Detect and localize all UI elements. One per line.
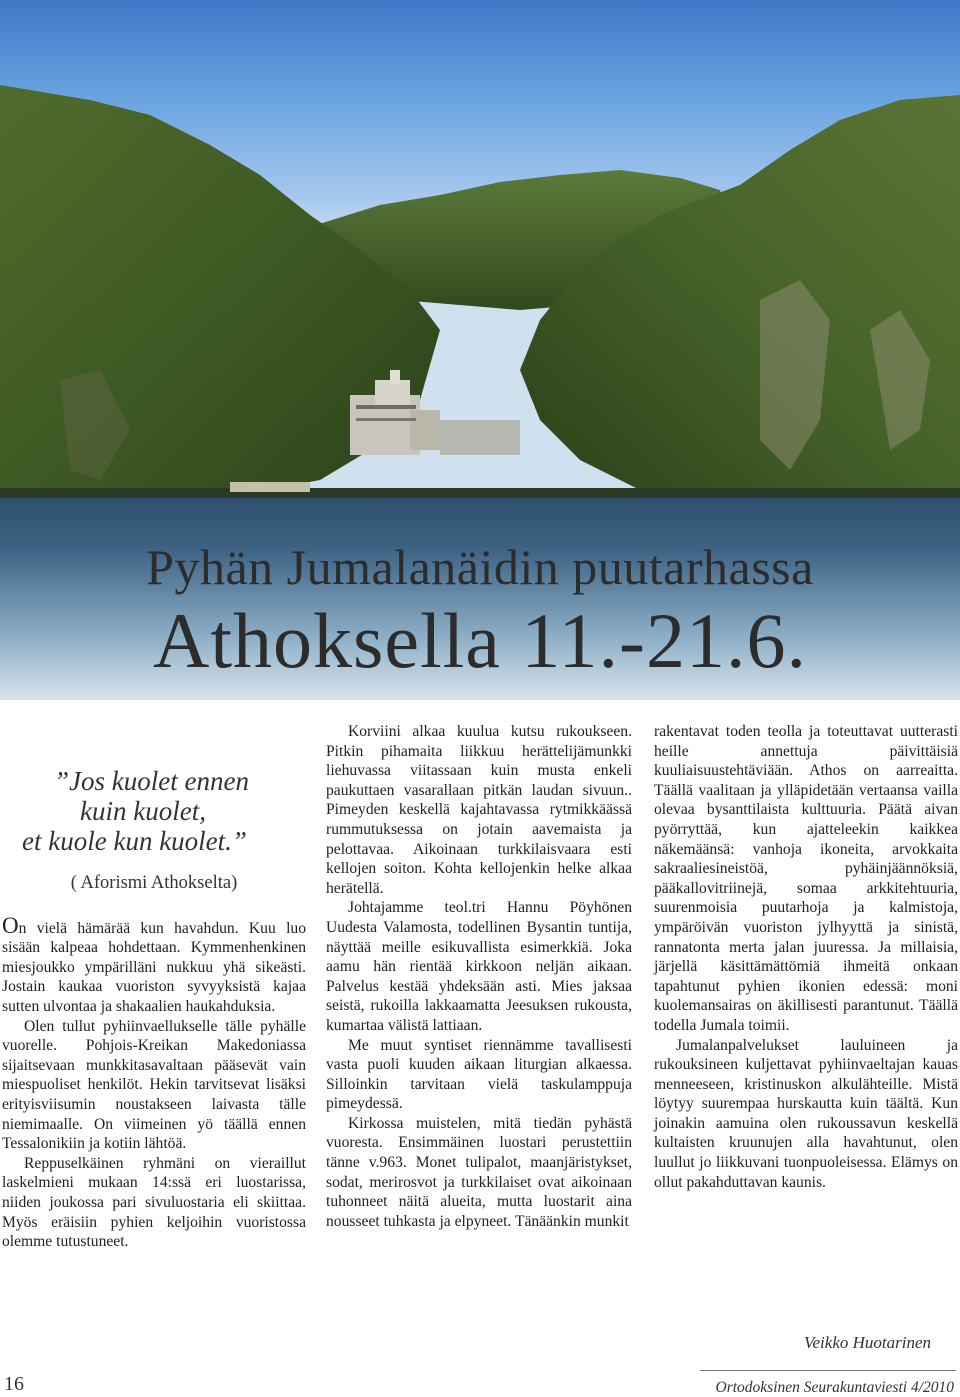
- column-2: [326, 722, 632, 1231]
- quote-line: kuin kuolet,: [80, 796, 206, 826]
- column-1: [2, 722, 306, 1252]
- paragraph: Olen tullut pyhiinvaellukselle tälle pyhälle vuorelle. Pohjois-Kreikan Makedoniassa sijaitsevaan munkkitasavaltaan pääsevät vain miespuoliset henkilöt. Hekin tarvitsevat lisäksi erityisviisumin noustakseen laivasta tälle niemimaalle. On viimeinen yö täällä ennen Tessalonikiin ja kotiin lähtöä.: [2, 1017, 306, 1153]
- footer-divider: [700, 1370, 956, 1371]
- monastery: [350, 370, 520, 455]
- title-line-1: Pyhän Jumalanäidin puutarhassa: [146, 539, 814, 595]
- quote-source: ( Aforismi Athokselta): [70, 873, 238, 893]
- title-line-2: Athoksella 11.-21.6.: [152, 597, 808, 684]
- page-number: 16: [4, 1373, 24, 1395]
- beach: [230, 482, 310, 492]
- quote-line: et kuole kun kuolet.”: [22, 826, 247, 856]
- paragraph: [2, 912, 306, 1017]
- aphorism-quote: [2, 766, 306, 856]
- drop-cap: O: [2, 912, 19, 938]
- quote-line: ”Jos kuolet ennen: [54, 766, 249, 796]
- paragraph: rakentavat toden teolla ja toteuttavat uutterasti heille annettuja päivittäisiä kuuliaisuustehtäviään. Athos on aarreaitta. Täällä vaalitaan ja ylläpidetään vertaansa vailla olevaa bysanttilaista kulttuuria. Päätä aivan pyörryttää, kun ajatteleekin kaikkea näkemäänsä: vanhoja ikoneita, arvokkaita sakraaliesineistöä, pyhäinjäännöksiä, pääkallovitriinejä, somaa arkkitehtuuria, suurenmoisia puutarhoja ja kalmistoja, ympäröivän vuoriston jylhyyttä ja sinistä, rannatonta merta jalan juuressa. Ja millaisia, järjellä käsittämättömiä ihmeitä onkaan tapahtunut pyhien ikonien edessä: moni kuolemansairas on äkillisesti parantunut. Täällä todella Jumala toimii.: [654, 723, 958, 1034]
- paragraph-text: n vielä hämärää kun havahdun. Kuu luo sisään kalpeaa hohdettaan. Kymmenhenkinen miesjoukko ympärilläni nukkuu yhä sikeästi. Jostain kaukaa vuoriston syvyyksistä kajaa sutten ulvontaa ja shakaalien haukahduksia.: [2, 919, 306, 1015]
- paragraph: Johtajamme teol.tri Hannu Pöyhönen Uudesta Valamosta, todellinen Bysantin tuntija, näyttää meille esikuvallista esimerkkiä. Joka aamu hän rientää kirkkoon neljän aikaan. Palvelus kestää yhdeksään asti. Mies jaksaa seistä, rukoilla lakkaamatta Jeesuksen rukousta, kumartaa välistä lattiaan.: [326, 899, 632, 1034]
- paragraph: Reppuselkäinen ryhmäni on vieraillut laskelmieni mukaan 14:ssä eri luostarissa, niiden joukossa pari sivuluostaria eli skiittaa. Myös eräisiin pyhien keljoihin vuoristossa olemme tutustuneet.: [2, 1154, 306, 1251]
- paragraph: Me muut syntiset riennämme tavallisesti vasta puoli kuuden aikaan liturgian alkaessa. Silloinkin tarvitaan vielä taskulamppuja pimeydessä.: [326, 1036, 632, 1113]
- paragraph: Kirkossa muistelen, mitä tiedän pyhästä vuoresta. Ensimmäinen luostari perustettiin tänne v.963. Monet tulipalot, maanjäristykset, sodat, merirosvot ja turkkilaiset ovat aikoinaan tuhonneet näitä alueita, mutta luostarit aina nousseet tuhkasta ja elpyneet. Tänäänkin munkit: [326, 1114, 632, 1230]
- author-signature: Veikko Huotarinen: [804, 1333, 931, 1352]
- publication-title: Ortodoksinen Seurakuntaviesti 4/2010: [715, 1379, 954, 1396]
- column-3: [654, 722, 958, 1192]
- paragraph: Korviini alkaa kuulua kutsu rukoukseen. Pitkin pihamaita liikkuu herättelijämunkki liehuvassa viitassaan kuin musta enkeli paukuttaen vasarallaan pitkän laudan sivuun.. Pimeyden keskellä kajahtavassa rytmikkäässä rummutuksessa on jotain aavemaista ja pelottavaa. Aikoinaan turkkilaisvaara esti kellojen soiton. Kohta kellojenkin helke alkaa herätellä.: [326, 723, 632, 897]
- paragraph: Jumalanpalvelukset lauluineen ja rukouksineen kuljettavat pyhiinvaeltajan kauas menneeseen, kristinuskon alkulähteille. Mistä löytyy suurempaa hurskautta kuin täältä. Kun joinakin aamuina olen rukoussavun keskellä kultaisten kruunujen alla havahtunut, olen luullut jo liikkuvani tuonpuoleisessa. Elämys on ollut pakahduttavan kaunis.: [654, 1036, 958, 1191]
